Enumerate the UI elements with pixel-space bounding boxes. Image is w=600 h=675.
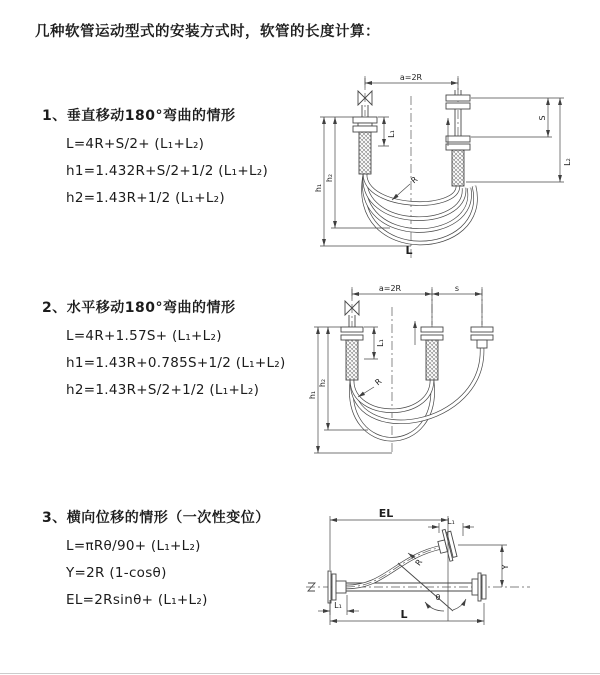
braided-hose-middle bbox=[426, 340, 438, 380]
section-3-heading: 3、横向位移的情形（一次性变位） bbox=[42, 510, 270, 526]
dimension-span bbox=[352, 284, 482, 325]
formula-line: h1=1.432R+S/2+1/2 (L₁+L₂) bbox=[66, 163, 269, 179]
section-lateral-offset bbox=[42, 507, 270, 614]
dim-label-span: a=2R bbox=[378, 284, 402, 293]
flange-fitting-right bbox=[471, 327, 493, 348]
braided-hose-left bbox=[346, 340, 358, 380]
diagram-vertical-bend bbox=[308, 70, 593, 267]
dimension-conn-left bbox=[364, 327, 385, 359]
dimension-span bbox=[365, 73, 458, 93]
diagram-horizontal-bend bbox=[306, 283, 598, 458]
dim-label-length: L bbox=[400, 608, 408, 621]
formula-line: h2=1.43R+1/2 (L₁+L₂) bbox=[66, 190, 225, 206]
centerlines bbox=[365, 76, 458, 260]
page-title: 几种软管运动型式的安装方式时，软管的长度计算： bbox=[35, 24, 380, 40]
radius-leader bbox=[392, 175, 420, 200]
dim-label-angle: θ bbox=[435, 593, 441, 602]
dim-label-conn-right: L₂ bbox=[563, 158, 572, 166]
dim-label-conn-left: L₁ bbox=[387, 130, 396, 138]
formula-line: Y=2R (1-cosθ) bbox=[66, 565, 167, 581]
dim-label-conn-left: L₁ bbox=[334, 601, 342, 610]
dim-label-conn-left: L₁ bbox=[376, 339, 385, 347]
dim-label-h2: h₂ bbox=[318, 378, 327, 388]
formula-line: h1=1.43R+0.785S+1/2 (L₁+L₂) bbox=[66, 355, 286, 371]
dim-label-conn-top: L₁ bbox=[447, 517, 455, 526]
diagram-lateral-offset bbox=[298, 503, 600, 655]
page-bottom-edge bbox=[0, 673, 600, 674]
dim-label-radius: R bbox=[409, 174, 420, 186]
dimension-el bbox=[330, 507, 448, 621]
section-horizontal-bend bbox=[42, 297, 286, 404]
dimension-length bbox=[330, 600, 484, 625]
section-2-heading: 2、水平移动180°弯曲的情形 bbox=[42, 300, 236, 316]
section-1-heading: 1、垂直移动180°弯曲的情形 bbox=[42, 108, 236, 124]
dim-label-y: Y bbox=[501, 564, 510, 570]
section-vertical-bend bbox=[42, 105, 268, 212]
dim-label-length: L bbox=[405, 244, 413, 257]
dimension-stroke-right bbox=[466, 98, 572, 182]
hose-curve bbox=[346, 547, 442, 587]
flange-fitting-left bbox=[328, 571, 346, 603]
formula-line: L=πRθ/90+ (L₁+L₂) bbox=[66, 538, 201, 554]
dim-label-stroke: S bbox=[538, 115, 547, 121]
flange-fitting-middle bbox=[421, 327, 443, 340]
formula-line: L=4R+1.57S+ (L₁+L₂) bbox=[66, 328, 222, 344]
dim-label-radius: R bbox=[373, 376, 384, 388]
dim-label-span: a=2R bbox=[399, 73, 423, 82]
dim-label-h1: h₁ bbox=[314, 183, 323, 193]
formula-line: EL=2Rsinθ+ (L₁+L₂) bbox=[66, 592, 208, 608]
dim-label-h2: h₂ bbox=[325, 173, 334, 183]
dim-label-h1: h₁ bbox=[308, 390, 317, 400]
dim-label-radius: R bbox=[413, 557, 425, 568]
dim-label-stroke: s bbox=[454, 284, 460, 293]
radius-leader bbox=[358, 377, 384, 397]
flange-fitting-left bbox=[341, 327, 363, 340]
braided-hose-left bbox=[359, 132, 371, 174]
flange-fitting-right-lower bbox=[446, 136, 470, 150]
hose-curves bbox=[351, 347, 482, 439]
dimension-conn-left bbox=[318, 595, 359, 615]
flange-fitting-displaced bbox=[435, 528, 457, 563]
flange-fitting-left bbox=[353, 117, 377, 132]
formula-line: h2=1.43R+S/2+1/2 (L₁+L₂) bbox=[66, 382, 260, 398]
dimension-conn-left bbox=[378, 117, 396, 146]
dim-label-el: EL bbox=[378, 507, 394, 520]
formula-line: L=4R+S/2+ (L₁+L₂) bbox=[66, 136, 205, 152]
braided-hose-right bbox=[452, 150, 464, 186]
